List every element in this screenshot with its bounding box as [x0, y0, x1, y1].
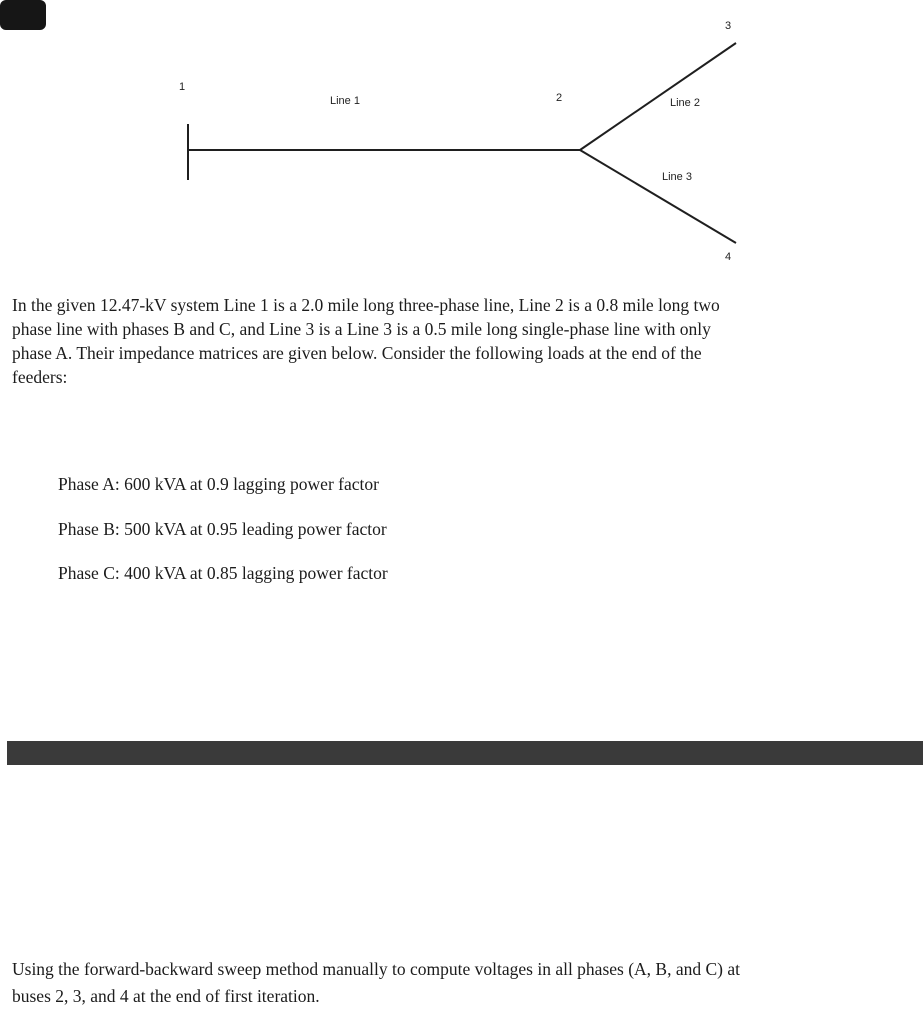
problem-description [12, 293, 923, 389]
problem-line: In the given 12.47-kV system Line 1 is a 2.0 mile long three-phase line, Line 2 is a 0.8 mile long two [12, 295, 720, 315]
load-phase-a: Phase A: 600 kVA at 0.9 lagging power factor [58, 474, 379, 494]
bus-3-label: 3 [725, 20, 732, 32]
bus-4-label: 4 [725, 251, 732, 263]
problem-line: feeders: [12, 367, 68, 387]
line-3-label: Line 3 [662, 171, 692, 183]
problem-line: phase A. Their impedance matrices are given below. Consider the following loads at the end of the [12, 343, 702, 363]
load-phase-c: Phase C: 400 kVA at 0.85 lagging power factor [58, 563, 388, 583]
redacted-region [7, 741, 923, 765]
line-2-label: Line 2 [670, 97, 700, 109]
bus-1-label: 1 [179, 81, 186, 93]
line-3-segment [580, 150, 736, 243]
question-line: buses 2, 3, and 4 at the end of first iteration. [12, 986, 320, 1006]
question-line: Using the forward-backward sweep method manually to compute voltages in all phases (A, B, and C) at [12, 959, 741, 979]
problem-line: phase line with phases B and C, and Line 3 is a Line 3 is a 0.5 mile long single-phase line with only [12, 319, 711, 339]
one-line-diagram [0, 0, 923, 270]
question-text [12, 956, 923, 1010]
bus-2-label: 2 [556, 92, 563, 104]
line-1-label: Line 1 [330, 95, 360, 107]
load-phase-b: Phase B: 500 kVA at 0.95 leading power factor [58, 518, 387, 539]
load-list [58, 462, 388, 596]
line-2-segment [580, 43, 736, 150]
